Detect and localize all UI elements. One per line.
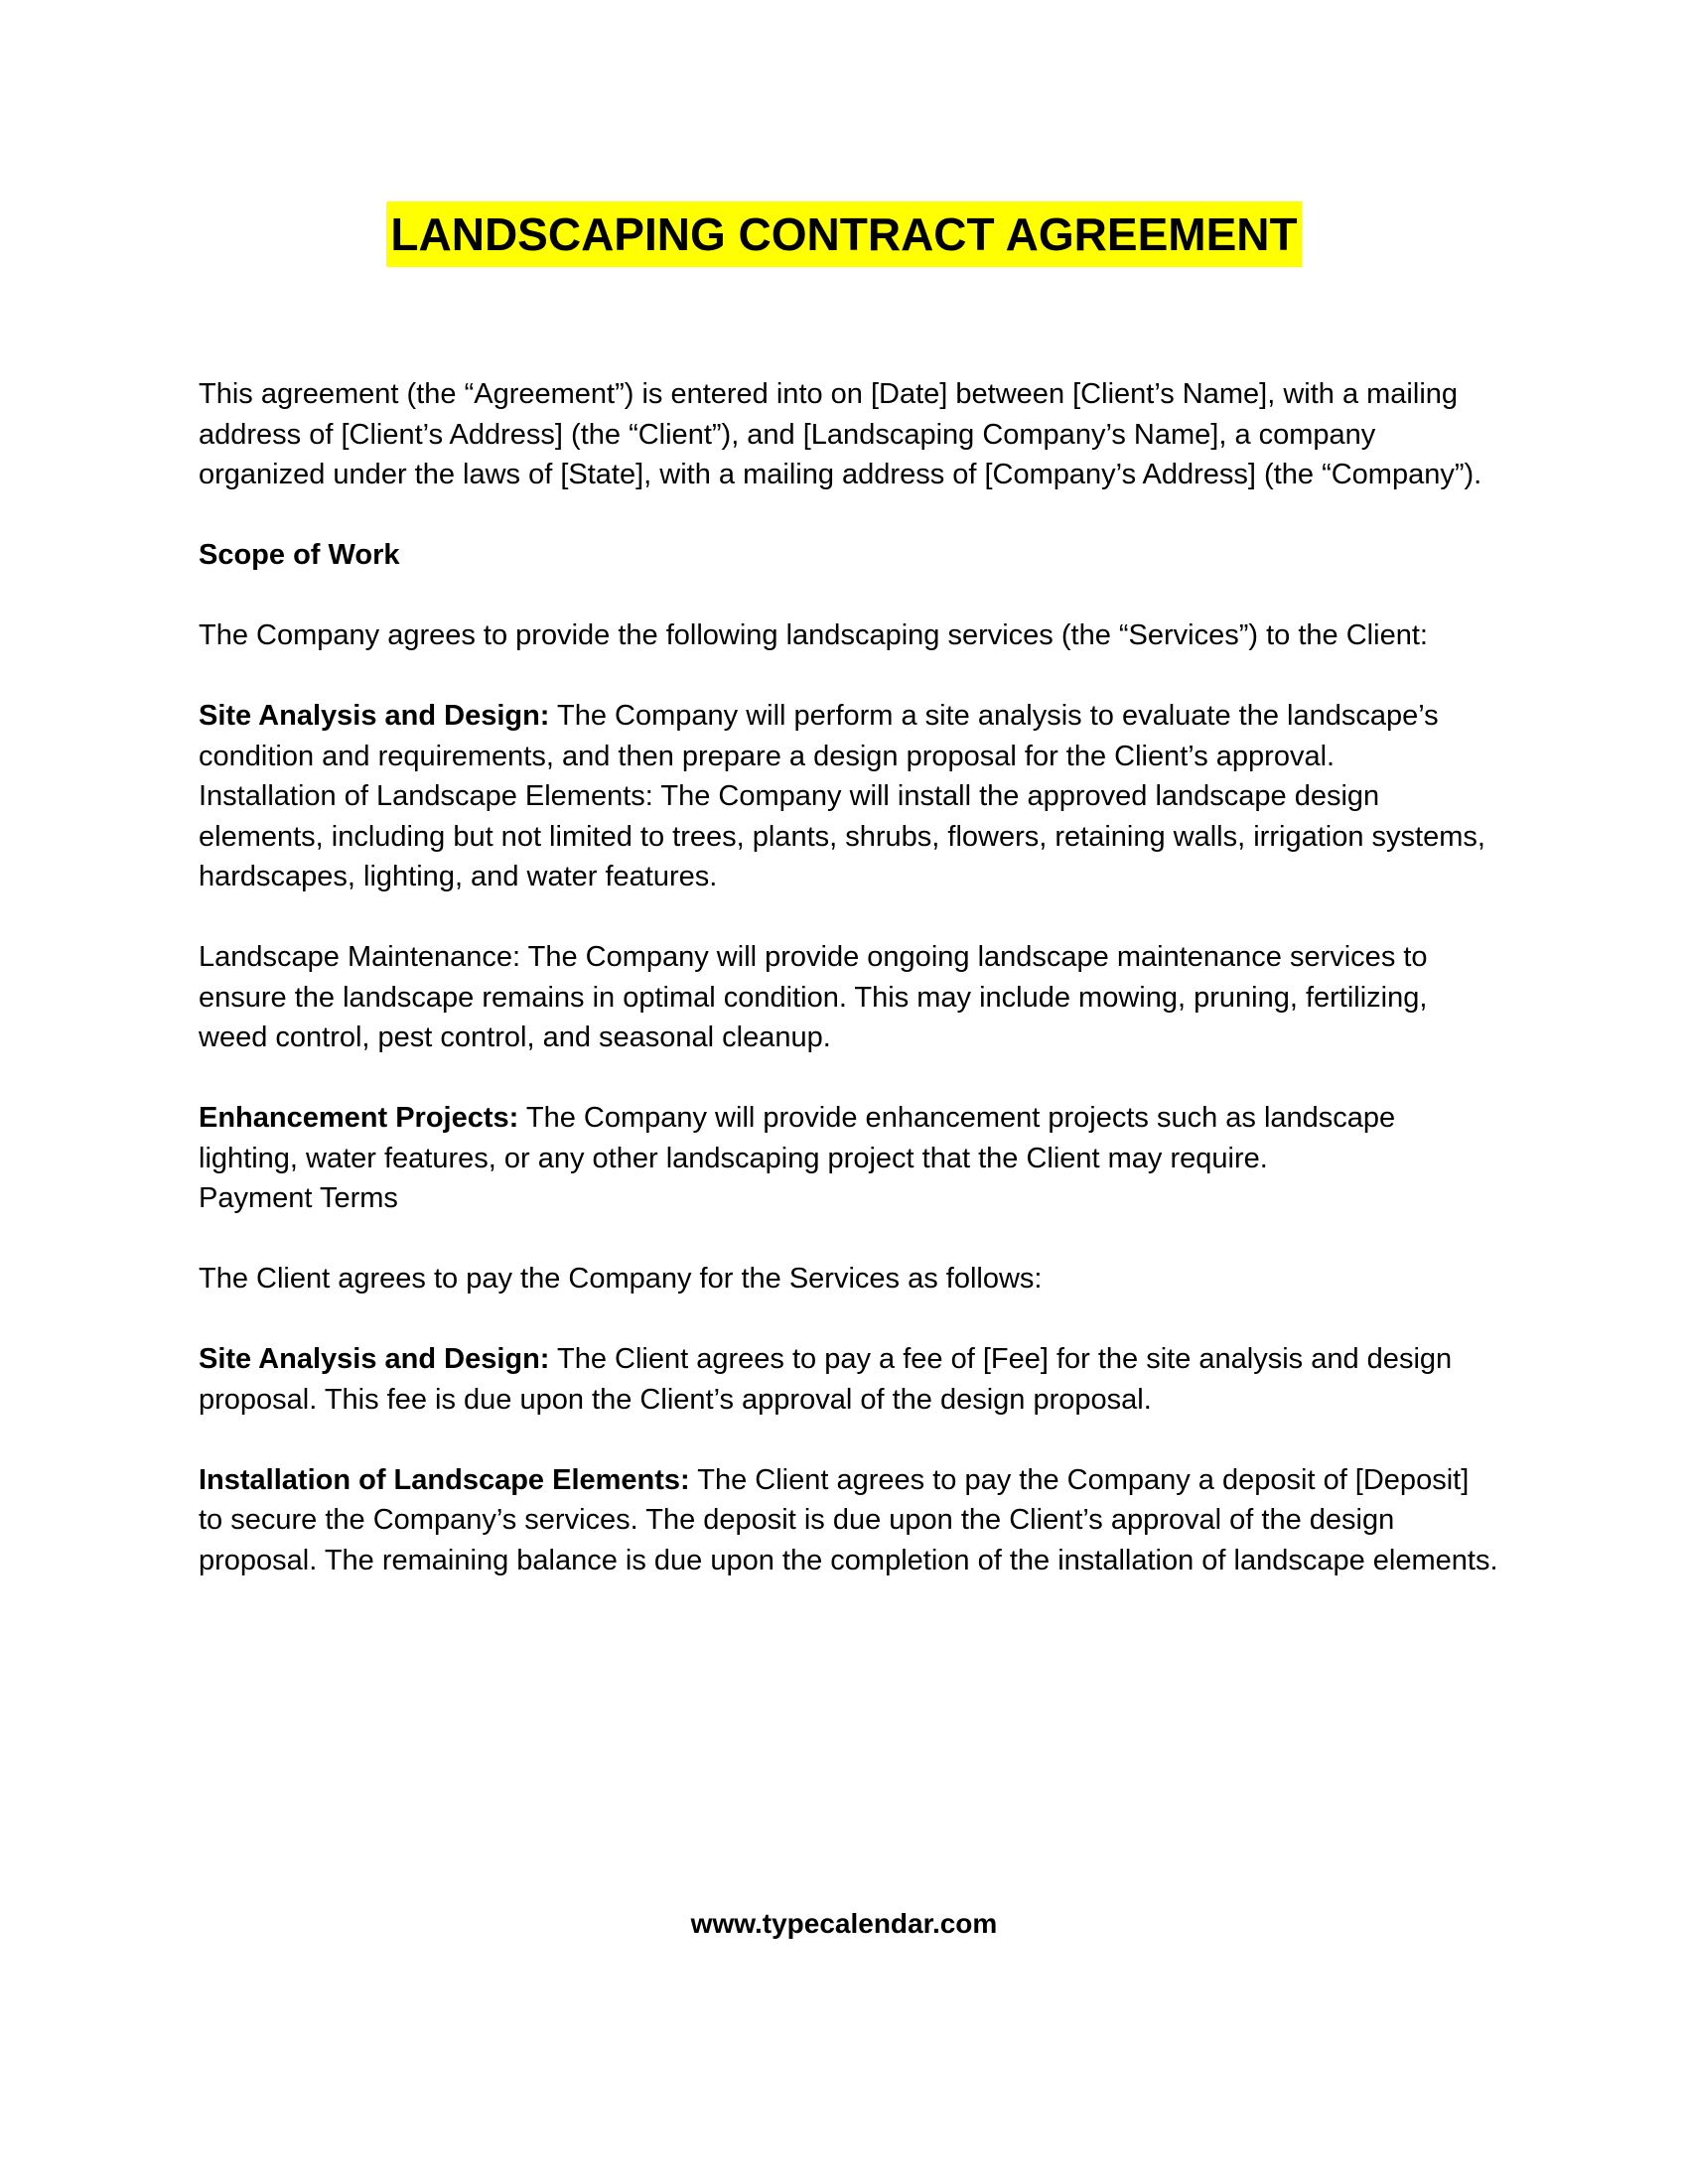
paragraph-spacer [199,1219,1499,1260]
scope-heading: Scope of Work [199,539,400,571]
service-enhancement-label: Enhancement Projects: [199,1102,519,1134]
service-enhancement-text: The Company will provide enhancement projects such as landscape lighting, water features, or any other landscaping project that the Client may require. [199,1102,1396,1174]
service-site-analysis-label: Site Analysis and Design: [199,700,550,732]
paragraph-spacer [199,1420,1499,1460]
paragraph-spacer [199,656,1499,697]
payment-site-analysis-label: Site Analysis and Design: [199,1343,550,1375]
service-enhancement [199,1098,1499,1178]
title-container [0,202,1688,267]
payment-installation [199,1460,1499,1581]
service-installation: Installation of Landscape Elements: The Company will install the approved landscape design elements, including but not limited to trees, plants, shrubs, flowers, retaining walls, irrigation systems, hardscapes, lighting, and water features. [199,780,1485,892]
document-title: LANDSCAPING CONTRACT AGREEMENT [386,202,1301,267]
paragraph-spacer [199,1299,1499,1340]
service-maintenance: Landscape Maintenance: The Company will provide ongoing landscape maintenance services to ensure the landscape remains in optimal condition. This may include mowing, pruning, fertilizing, weed control, pest control, and seasonal cleanup. [199,941,1428,1053]
service-site-analysis [199,696,1499,776]
paragraph-spacer [199,576,1499,616]
intro-paragraph: This agreement (the “Agreement”) is entered into on [Date] between [Client’s Name], with a mailing address of [Client’s Address] (the “Client”), and [Landscaping Company’s Name], a company organized under the laws of [State], with a mailing address of [Company’s Address] (the “Company”). [199,378,1482,490]
payment-site-analysis [199,1339,1499,1420]
payment-intro-paragraph: The Client agrees to pay the Company for the Services as follows: [199,1263,1043,1295]
service-site-analysis-text: The Company will perform a site analysis to evaluate the landscape’s condition and requirements, and then prepare a design proposal for the Client’s approval. [199,700,1439,772]
paragraph-spacer [199,1058,1499,1099]
scope-intro-paragraph: The Company agrees to provide the following landscaping services (the “Services”) to the Client: [199,619,1428,651]
payment-terms-heading: Payment Terms [199,1182,398,1214]
payment-site-analysis-text: The Client agrees to pay a fee of [Fee] for the site analysis and design proposal. This fee is due upon the Client’s approval of the design proposal. [199,1343,1453,1416]
footer-website-link[interactable]: www.typecalendar.com [690,1908,998,1939]
document-body [199,374,1499,1580]
payment-installation-label: Installation of Landscape Elements: [199,1463,690,1496]
paragraph-spacer [199,495,1499,536]
payment-installation-text: The Client agrees to pay the Company a deposit of [Deposit] to secure the Company’s services. The deposit is due upon the Client’s approval of the design proposal. The remaining balance is due upon the completion of the installation of landscape elements. [199,1463,1498,1576]
paragraph-spacer [199,897,1499,938]
